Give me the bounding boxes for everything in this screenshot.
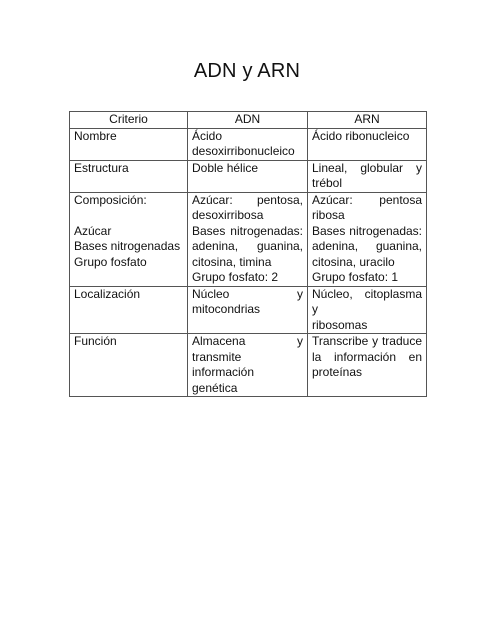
cell-line: Azúcar: pentosa,: [192, 192, 303, 207]
cell-adn: [188, 160, 308, 192]
cell-line: genética: [192, 380, 238, 395]
cell-line: Bases nitrogenadas:: [192, 223, 303, 238]
table-row-composicion: [70, 192, 427, 286]
cell-line: Ácido ribonucleico: [312, 128, 410, 143]
cell-line: Núcleo, citoplasma y: [312, 286, 422, 316]
cell-line: transmite: [192, 349, 242, 364]
cell-line: Bases nitrogenadas:: [312, 223, 422, 238]
cell-line: proteínas: [312, 365, 363, 379]
cell-line: Grupo fosfato: [74, 254, 147, 269]
cell-line: la información en: [312, 349, 422, 364]
cell-line: adenina, guanina,: [312, 239, 422, 253]
comparison-table: [69, 111, 427, 397]
cell-line: citosina, timina: [192, 254, 272, 269]
cell-line: Grupo fosfato: 2: [192, 270, 279, 284]
cell-adn: [188, 192, 308, 286]
cell-line: Azúcar: pentosa: [312, 192, 422, 207]
header-adn: ADN: [188, 112, 308, 129]
header-criterio: Criterio: [70, 112, 188, 129]
header-arn: ARN: [308, 112, 427, 129]
table-row-nombre: [70, 128, 427, 160]
cell-line: Azúcar: [74, 223, 112, 238]
cell-line: mitocondrias: [192, 302, 261, 316]
table-header-row: [70, 112, 427, 129]
cell-arn: [308, 334, 427, 397]
cell-line: adenina, guanina,: [192, 239, 303, 253]
cell-adn: [188, 286, 308, 334]
cell-arn: [308, 128, 427, 160]
cell-line: ribosa: [312, 208, 345, 222]
cell-line: información: [192, 365, 255, 379]
table-row-funcion: [70, 334, 427, 397]
cell-criterio: Estructura: [70, 160, 188, 192]
cell-criterio: Localización: [70, 286, 188, 334]
cell-spacer: [74, 208, 183, 224]
cell-criterio: Función: [70, 334, 188, 397]
cell-line: Grupo fosfato: 1: [312, 270, 399, 284]
cell-arn: [308, 160, 427, 192]
cell-adn: [188, 334, 308, 397]
document-title: ADN y ARN: [193, 60, 301, 82]
cell-line: Composición:: [74, 192, 147, 207]
cell-arn: [308, 286, 427, 334]
cell-line: Bases nitrogenadas: [74, 239, 181, 253]
table-row-estructura: [70, 160, 427, 192]
cell-criterio: [70, 192, 188, 286]
cell-line: Almacena y: [192, 334, 303, 348]
cell-line: Núcleo y: [192, 286, 303, 301]
cell-adn: [188, 128, 308, 160]
cell-line: desoxirribonucleico: [192, 144, 295, 158]
cell-arn: [308, 192, 427, 286]
cell-line: Ácido: [192, 128, 223, 143]
cell-line: trébol: [312, 176, 343, 190]
cell-criterio: Nombre: [70, 128, 188, 160]
table-row-localizacion: [70, 286, 427, 334]
cell-line: ribosomas: [312, 317, 368, 332]
cell-line: citosina, uracilo: [312, 254, 395, 269]
cell-line: Doble hélice: [192, 160, 259, 175]
cell-line: desoxirribosa: [192, 208, 264, 222]
cell-line: Lineal, globular y: [312, 160, 422, 175]
cell-line: Transcribe y traduce: [312, 334, 422, 348]
